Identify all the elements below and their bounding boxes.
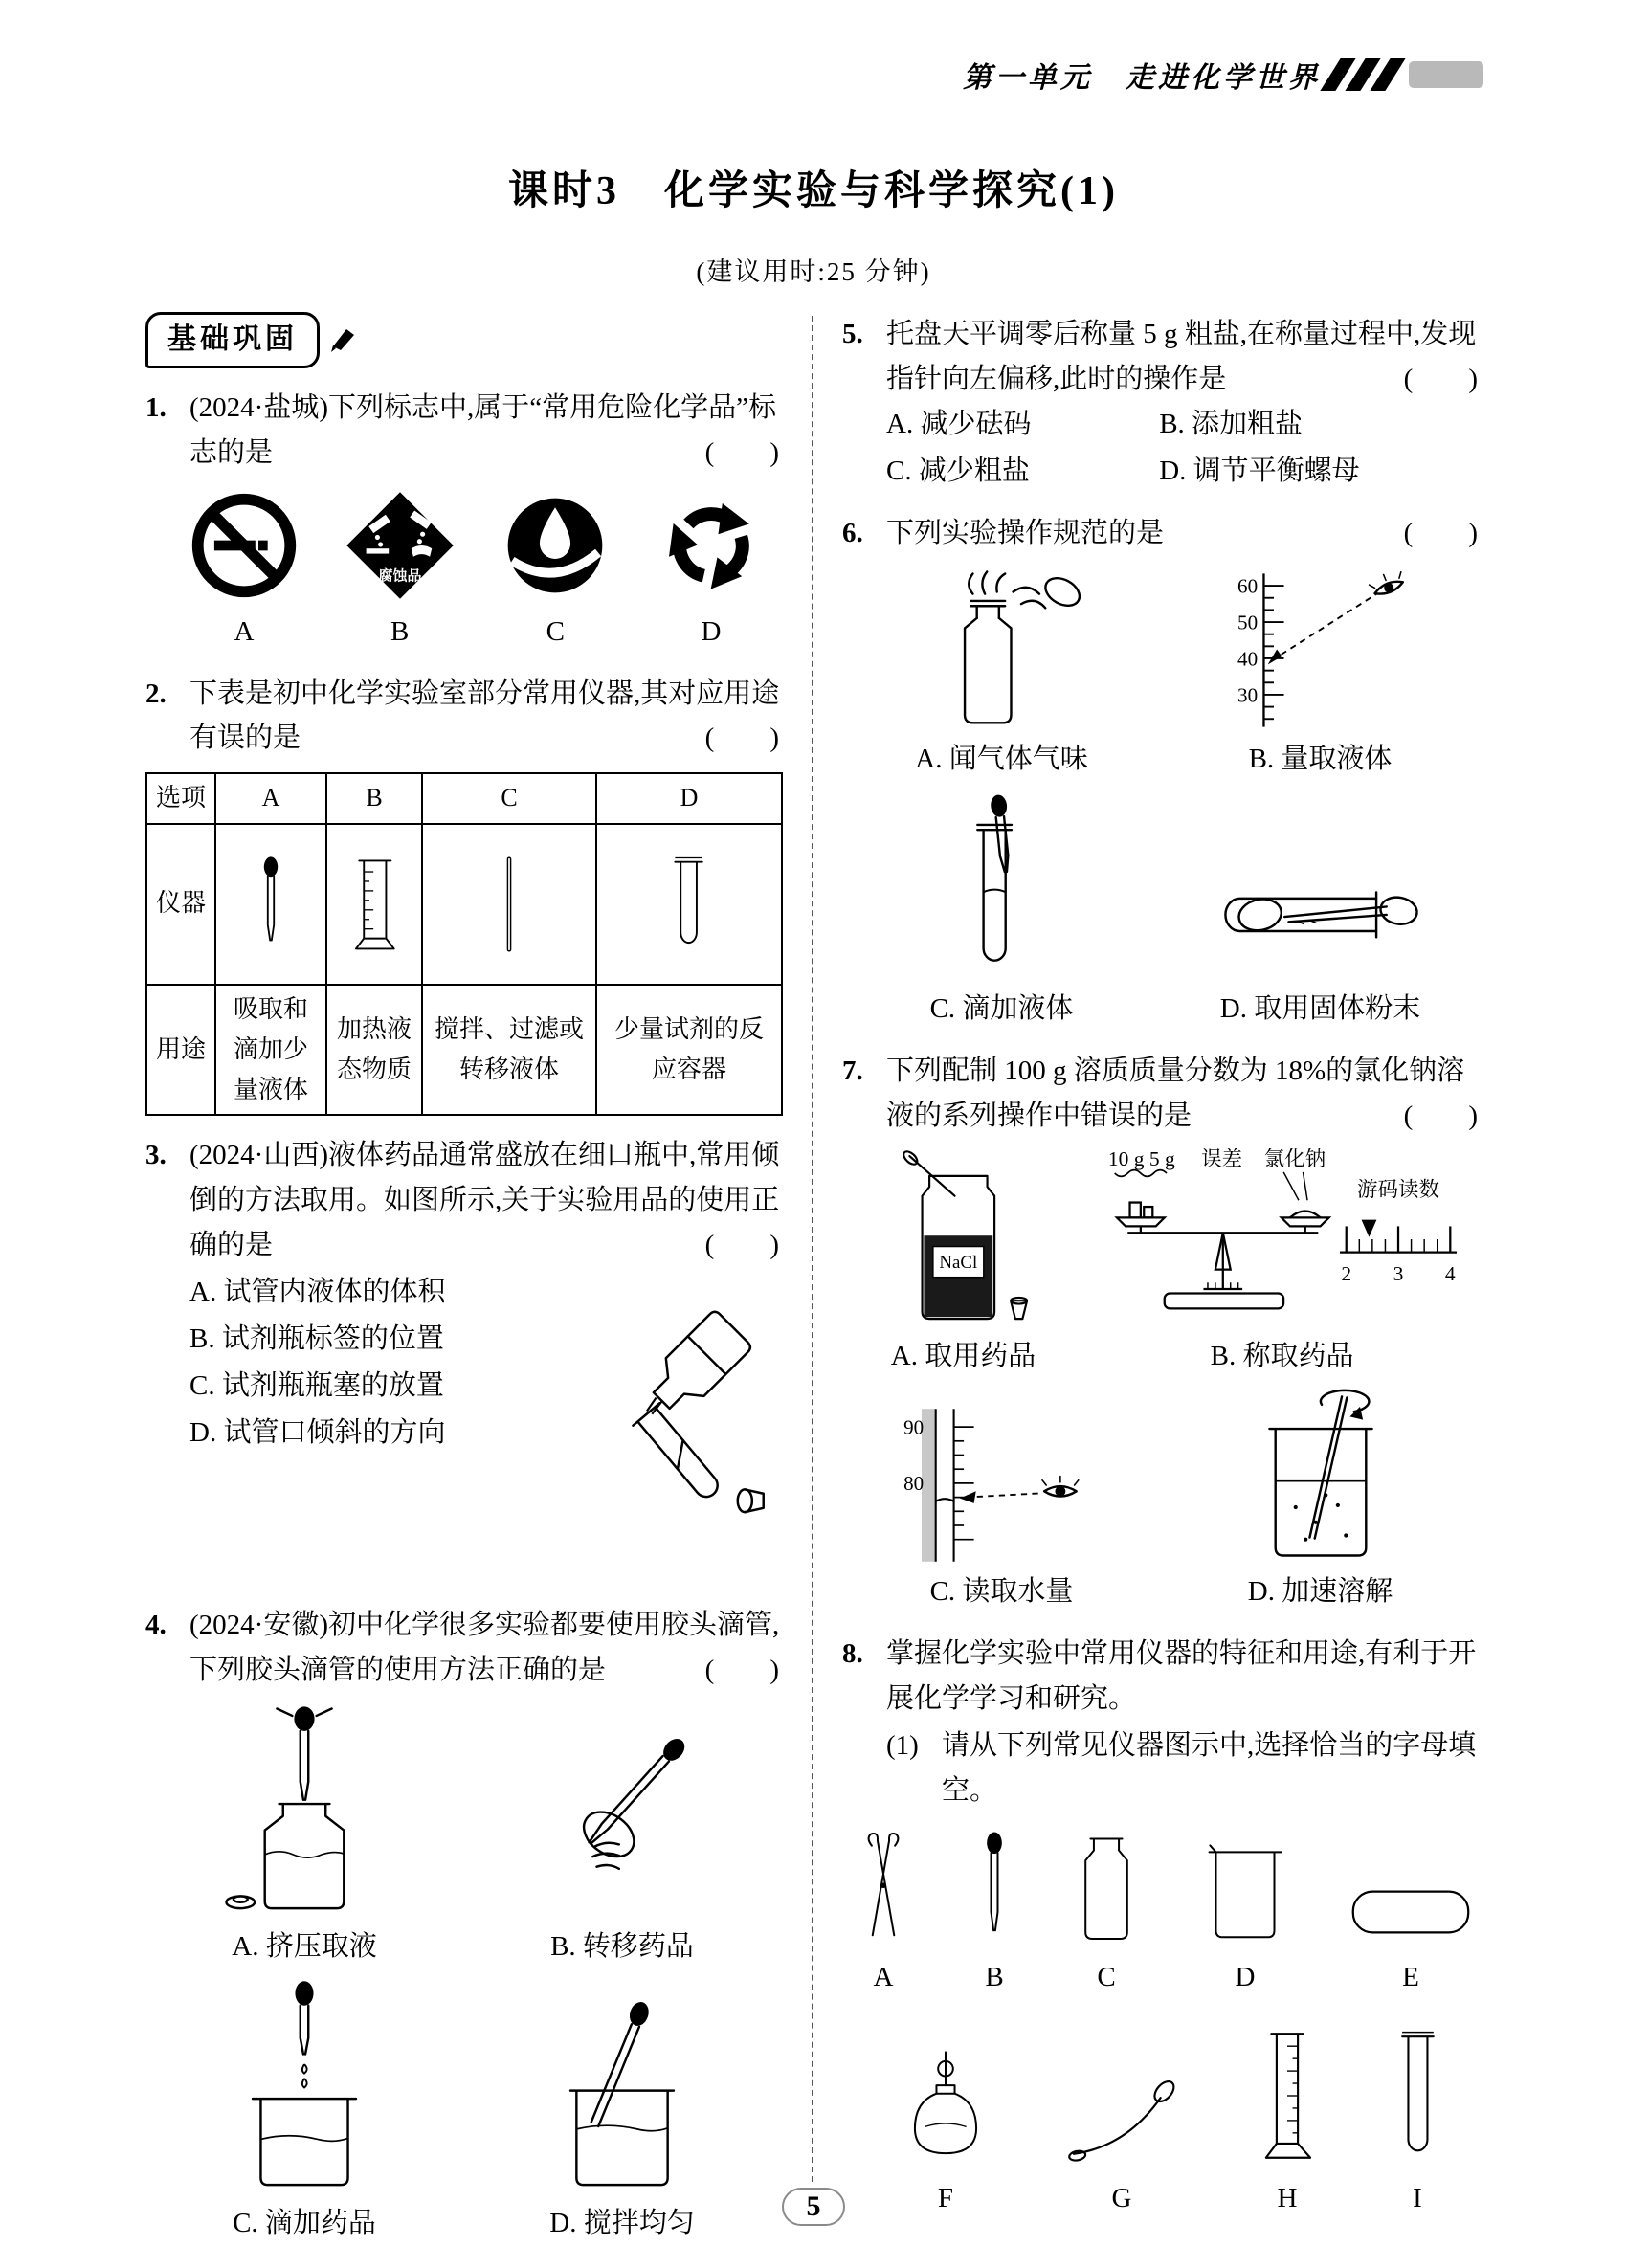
question-6-figures-row-2 bbox=[842, 791, 1480, 1032]
svg-text:3: 3 bbox=[1393, 1261, 1403, 1285]
question-8-sub: (1) 请从下列常见仪器图示中,选择恰当的字母填空。 bbox=[842, 1723, 1480, 1813]
option: C. 试剂瓶瓶塞的放置 bbox=[189, 1369, 444, 1401]
question-6 bbox=[842, 511, 1480, 1032]
question-3-options bbox=[145, 1270, 480, 1456]
svg-text:40: 40 bbox=[1237, 647, 1259, 671]
col-header: B bbox=[326, 773, 422, 823]
dropper-icon bbox=[252, 843, 290, 966]
use-cell: 少量试剂的反应容器 bbox=[596, 985, 782, 1115]
svg-text:2: 2 bbox=[1340, 1261, 1351, 1285]
option: B. 试剂瓶标签的位置 bbox=[189, 1323, 444, 1354]
take-powder-figure bbox=[1203, 849, 1438, 983]
instrument-row-2 bbox=[842, 2000, 1480, 2221]
graduated-cylinder-cell bbox=[1252, 2025, 1323, 2221]
svg-text:氯化钠: 氯化钠 bbox=[1263, 1147, 1326, 1170]
question-number: 1. bbox=[145, 391, 167, 423]
beaker-cell bbox=[1197, 1829, 1293, 2000]
read-water-figure bbox=[902, 1405, 1103, 1566]
glass-rod-icon bbox=[501, 843, 517, 966]
no-smoking-icon bbox=[188, 489, 301, 602]
answer-bracket: ( ) bbox=[1403, 1100, 1478, 1131]
alcohol-lamp-icon bbox=[900, 2042, 992, 2167]
question-number: 6. bbox=[842, 517, 863, 548]
header-gray-bar bbox=[1409, 61, 1483, 88]
svg-text:NaCl: NaCl bbox=[938, 1252, 977, 1273]
question-4-figures-row-1 bbox=[145, 1702, 781, 1969]
figure-caption: B. 称取药品 bbox=[1210, 1340, 1354, 1371]
question-4-stem: 4. (2024·安徽)初中化学很多实验都要使用胶头滴管,下列胶头滴管的使用方法正确的是 ( ) bbox=[145, 1603, 781, 1693]
question-number: 4. bbox=[145, 1609, 167, 1640]
drip-into-beaker-figure bbox=[218, 1979, 390, 2197]
svg-text:10 g 5 g: 10 g 5 g bbox=[1107, 1147, 1175, 1170]
question-7 bbox=[842, 1049, 1480, 1614]
sub-question-marker: (1) bbox=[886, 1729, 919, 1761]
lesson-subtitle: (建议用时:25 分钟) bbox=[696, 257, 931, 286]
row-label: 用途 bbox=[146, 985, 215, 1115]
option: A. 减少砝码 bbox=[886, 408, 1032, 439]
question-4 bbox=[145, 1603, 781, 2246]
option-c-cell bbox=[499, 489, 612, 655]
svg-text:50: 50 bbox=[1237, 611, 1259, 634]
instrument-row-1 bbox=[842, 1813, 1480, 2000]
beaker-icon bbox=[1197, 1829, 1293, 1946]
figure-caption: D. 取用固体粉末 bbox=[1219, 992, 1421, 1024]
question-number: 7. bbox=[842, 1055, 863, 1086]
pen-nib-icon bbox=[329, 325, 358, 354]
read-cylinder-figure-cell bbox=[1217, 566, 1423, 782]
col-header: C bbox=[422, 773, 596, 823]
crucible-tongs-icon bbox=[846, 1829, 921, 1946]
icon-letter: B bbox=[390, 615, 410, 647]
figure-caption: B. 量取液体 bbox=[1248, 743, 1393, 774]
dropper-cell bbox=[973, 1829, 1015, 2000]
squeeze-dropper-figure bbox=[218, 1702, 390, 1921]
medicine-spoon-icon bbox=[1062, 2067, 1181, 2167]
icon-letter: A bbox=[234, 615, 255, 647]
question-8-stem: 8. 掌握化学实验中常用仪器的特征和用途,有利于开展化学学习和研究。 bbox=[842, 1632, 1480, 1722]
row-label: 仪器 bbox=[146, 824, 215, 985]
use-row bbox=[146, 985, 782, 1115]
svg-text:游码读数: 游码读数 bbox=[1356, 1177, 1439, 1201]
option: A. 试管内液体的体积 bbox=[189, 1276, 446, 1307]
figure-caption: C. 读取水量 bbox=[929, 1575, 1074, 1607]
instrument-letter: F bbox=[937, 2182, 954, 2213]
instrument-letter: A bbox=[873, 1961, 894, 1992]
drip-into-beaker-figure-cell bbox=[218, 1979, 390, 2246]
figure-caption: D. 搅拌均匀 bbox=[549, 2207, 695, 2238]
page-header bbox=[963, 54, 1483, 96]
option-a-cell bbox=[188, 489, 301, 655]
answer-bracket: ( ) bbox=[704, 436, 779, 468]
hazard-icon-row bbox=[174, 476, 781, 655]
question-3 bbox=[145, 1133, 781, 1586]
option: C. 减少粗盐 bbox=[886, 455, 1030, 486]
svg-text:4: 4 bbox=[1444, 1261, 1456, 1285]
question-number: 8. bbox=[842, 1637, 863, 1669]
figure-caption: A. 闻气体气味 bbox=[915, 743, 1088, 774]
test-tube-icon bbox=[1393, 2025, 1441, 2167]
drip-into-tube-figure-cell bbox=[930, 791, 1074, 1032]
option-b-cell bbox=[344, 489, 457, 655]
take-reagent-figure-cell bbox=[882, 1148, 1045, 1379]
question-7-figures-row-2 bbox=[842, 1389, 1480, 1614]
icon-letter: C bbox=[546, 615, 565, 647]
smell-gas-figure-cell bbox=[906, 566, 1098, 782]
question-1-stem: 1. (2024·盐城)下列标志中,属于“常用危险化学品”标志的是 ( ) bbox=[145, 386, 781, 476]
option: D. 调节平衡螺母 bbox=[1159, 455, 1360, 486]
svg-text:腐蚀品: 腐蚀品 bbox=[378, 568, 422, 585]
graduated-cylinder-icon bbox=[1252, 2025, 1323, 2167]
weigh-balance-figure bbox=[1101, 1148, 1464, 1330]
question-7-stem: 7. 下列配制 100 g 溶质质量分数为 18%的氯化钠溶液的系列操作中错误的是 ( ) bbox=[842, 1049, 1480, 1139]
figure-caption: D. 加速溶解 bbox=[1247, 1575, 1393, 1607]
spoon-cell bbox=[1062, 2067, 1181, 2221]
squeeze-dropper-figure-cell bbox=[218, 1702, 390, 1969]
instrument-table bbox=[145, 772, 783, 1115]
smell-gas-figure bbox=[906, 566, 1098, 733]
question-5-stem: 5. 托盘天平调零后称量 5 g 粗盐,在称量过程中,发现指针向左偏移,此时的操作是 ( ) bbox=[842, 312, 1480, 402]
question-6-figures-row-1 bbox=[842, 566, 1480, 782]
answer-bracket: ( ) bbox=[1403, 363, 1478, 394]
svg-text:30: 30 bbox=[1237, 683, 1259, 707]
test-tube-cell bbox=[1393, 2025, 1441, 2221]
instrument-letter: E bbox=[1402, 1961, 1419, 1992]
transfer-dropper-figure bbox=[536, 1702, 708, 1921]
evaporating-dish-cell bbox=[1346, 1879, 1476, 2000]
pouring-liquid-figure bbox=[542, 1299, 781, 1523]
test-tube-icon bbox=[667, 843, 711, 966]
section-badge: 基础巩固 bbox=[145, 312, 320, 368]
corrosive-icon bbox=[344, 489, 457, 602]
figure-caption: C. 滴加药品 bbox=[233, 2207, 376, 2238]
weigh-balance-figure-cell bbox=[1101, 1148, 1464, 1379]
instrument-letter: H bbox=[1277, 2182, 1298, 2213]
drip-into-tube-figure bbox=[951, 791, 1052, 983]
answer-bracket: ( ) bbox=[704, 1229, 779, 1260]
option: B. 添加粗盐 bbox=[1159, 408, 1304, 439]
question-2 bbox=[145, 672, 781, 1116]
recycle-icon bbox=[655, 489, 768, 602]
read-cylinder-figure bbox=[1217, 566, 1423, 733]
use-cell: 吸取和滴加少量液体 bbox=[215, 985, 326, 1115]
question-7-figures-row-1 bbox=[842, 1148, 1480, 1379]
question-4-figures-row-2 bbox=[145, 1979, 781, 2246]
section-header bbox=[145, 312, 781, 368]
column-divider bbox=[812, 316, 814, 2182]
svg-text:80: 80 bbox=[903, 1471, 924, 1495]
left-column bbox=[145, 312, 781, 2263]
instrument-letter: C bbox=[1097, 1961, 1116, 1992]
question-6-stem: 6. 下列实验操作规范的是 ( ) bbox=[842, 511, 1480, 556]
take-powder-figure-cell bbox=[1203, 849, 1438, 1032]
option: D. 试管口倾斜的方向 bbox=[189, 1416, 446, 1448]
question-5-options bbox=[842, 402, 1480, 494]
dropper-icon bbox=[973, 1829, 1015, 1946]
icon-letter: D bbox=[701, 615, 722, 647]
use-cell: 加热液态物质 bbox=[326, 985, 422, 1115]
figure-caption: A. 取用药品 bbox=[890, 1340, 1036, 1371]
question-3-body bbox=[145, 1270, 781, 1586]
take-reagent-figure bbox=[882, 1148, 1045, 1330]
figure-caption: B. 转移药品 bbox=[550, 1930, 694, 1962]
answer-bracket: ( ) bbox=[704, 723, 779, 754]
read-water-figure-cell bbox=[902, 1405, 1103, 1614]
question-1 bbox=[145, 386, 781, 655]
dissolve-stir-figure bbox=[1245, 1389, 1396, 1566]
instrument-letter: B bbox=[985, 1961, 1004, 1992]
question-3-stem: 3. (2024·山西)液体药品通常盛放在细口瓶中,常用倾倒的方法取用。如图所示,关于实验用品的使用正确的是 ( ) bbox=[145, 1133, 781, 1268]
wide-mouth-bottle-icon bbox=[1068, 1829, 1145, 1946]
question-8 bbox=[842, 1632, 1480, 2221]
question-number: 3. bbox=[145, 1139, 167, 1170]
question-2-stem: 2. 下表是初中化学实验室部分常用仪器,其对应用途有误的是 ( ) bbox=[145, 672, 781, 762]
dissolve-stir-figure-cell bbox=[1245, 1389, 1396, 1614]
col-header: A bbox=[215, 773, 326, 823]
crucible-tongs-cell bbox=[846, 1829, 921, 2000]
right-column bbox=[842, 312, 1480, 2237]
option-d-cell bbox=[655, 489, 768, 655]
instrument-letter: G bbox=[1111, 2182, 1132, 2213]
svg-text:60: 60 bbox=[1237, 574, 1259, 598]
answer-bracket: ( ) bbox=[1403, 517, 1478, 548]
question-number: 2. bbox=[145, 678, 167, 709]
alcohol-lamp-cell bbox=[900, 2042, 992, 2221]
figure-caption: A. 挤压取液 bbox=[232, 1930, 377, 1962]
graduated-cylinder-icon bbox=[346, 843, 402, 966]
unit-title: 第一单元 走进化学世界 bbox=[963, 62, 1321, 94]
answer-bracket: ( ) bbox=[704, 1654, 779, 1685]
figure-caption: C. 滴加液体 bbox=[929, 992, 1074, 1024]
gas-bottle-cell bbox=[1068, 1829, 1145, 2000]
use-cell: 搅拌、过滤或转移液体 bbox=[422, 985, 596, 1115]
evaporating-dish-icon bbox=[1346, 1879, 1476, 1946]
stir-with-dropper-figure bbox=[536, 1979, 708, 2197]
instrument-letter: D bbox=[1235, 1961, 1256, 1992]
instrument-letter: I bbox=[1413, 2182, 1422, 2213]
lesson-title: 课时3 化学实验与科学探究(1) bbox=[508, 169, 1119, 213]
question-5 bbox=[842, 312, 1480, 494]
svg-text:90: 90 bbox=[903, 1415, 924, 1439]
stir-with-dropper-figure-cell bbox=[536, 1979, 708, 2246]
transfer-dropper-figure-cell bbox=[536, 1702, 708, 1969]
question-number: 5. bbox=[842, 319, 863, 349]
page-number: 5 bbox=[782, 2188, 845, 2226]
svg-text:误差: 误差 bbox=[1200, 1147, 1242, 1170]
water-conservation-icon bbox=[499, 489, 612, 602]
table-header-row bbox=[146, 773, 782, 823]
instrument-row bbox=[146, 824, 782, 985]
col-header: D bbox=[596, 773, 782, 823]
table-corner: 选项 bbox=[146, 773, 215, 823]
